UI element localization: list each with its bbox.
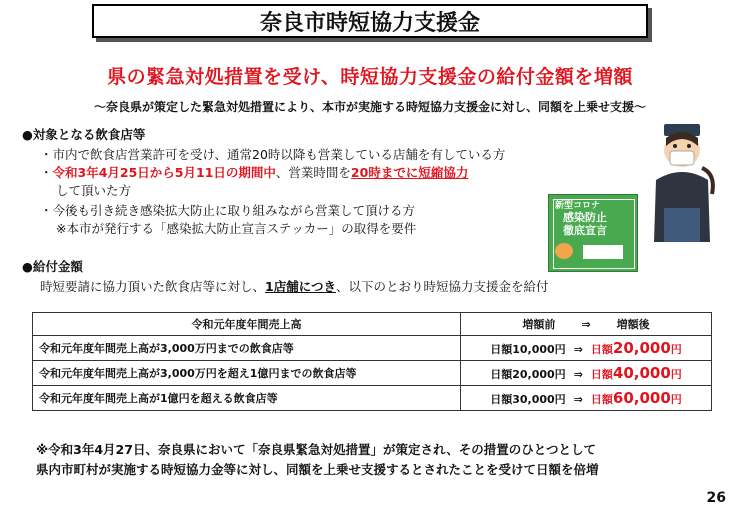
page-title-text: 奈良市時短協力支援金 [259,10,480,36]
eye-icon [673,144,677,148]
restaurant-worker-illustration [646,124,718,244]
payment-desc-prefix: 時短要請に協力頂いた飲食店等に対し、 [40,279,266,294]
apron-icon [664,208,700,242]
row-label: 令和元年度年間売上高が1億円を超える飲食店等 [33,386,461,411]
header-after: 増額後 [616,318,650,331]
footnote-line-1: ※令和3年4月27日、奈良県において「奈良県緊急対処措置」が策定され、その措置のひとつとして [36,442,596,457]
header-amounts [461,313,712,336]
face-mask-icon [670,151,694,165]
arrow-icon: ⇒ [573,368,583,381]
sticker-fine-print [583,245,623,259]
sticker-image [548,194,638,272]
row-after-unit: 円 [670,393,682,406]
row-amounts [461,361,712,386]
target-heading: ●対象となる飲食店等 [22,127,146,142]
row-after-amount: 20,000 [612,339,671,357]
table-header-row [33,313,712,336]
target-line-5: ※本市が発行する「感染拡大防止宣言ステッカー」の取得を要件 [56,221,417,236]
row-label: 令和元年度年間売上高が3,000万円を超え1億円までの飲食店等 [33,361,461,386]
row-after-amount: 60,000 [612,389,671,407]
sticker-title: 新型コロナ [555,201,601,211]
target-line-2 [40,164,468,182]
subheadline: ～奈良県が策定した緊急対処措置により、本市が実施する時短協力支援金に対し、同額を上乗せ支援～ [93,100,646,114]
mascot-icon [555,243,573,259]
row-label: 令和元年度年間売上高が3,000万円までの飲食店等 [33,336,461,361]
payment-per-store: 1店舗につき [265,279,336,294]
target-line-1: ・市内で飲食店営業許可を受け、通常20時以降も営業している店舗を有している方 [40,147,506,162]
row-after-prefix: 日額 [590,368,613,381]
footnote [36,440,599,480]
payment-table [32,312,712,411]
target-line-2-prefix: ・ [40,165,53,180]
header-sales: 令和元年度年間売上高 [33,313,461,336]
row-after-unit: 円 [670,343,682,356]
payment-desc-suffix: 、以下のとおり時短協力支援金を給付 [335,279,549,294]
target-line-2-mid: 、営業時間を [275,165,351,180]
footnote-line-2: 県内市町村が実施する時短協力金等に対し、同額を上乗せ支援するとされたことを受けて日額を倍増 [36,462,599,477]
table-row [33,336,712,361]
target-line-4: ・今後も引き続き感染拡大防止に取り組みながら営業して頂ける方 [40,203,416,218]
payment-heading: ●給付金額 [22,259,83,274]
sticker-line-2: 徹底宣言 [563,224,607,237]
row-before: 日額10,000円 [490,343,566,356]
row-amounts [461,386,712,411]
target-period: 令和3年4月25日から5月11日の期間中 [52,165,276,180]
target-line-3: して頂いた方 [56,183,132,198]
table-row [33,386,712,411]
payment-description [40,278,548,296]
arrow-icon: ⇒ [573,393,583,406]
target-shorten-hours: 20時までに短縮協力 [350,165,469,180]
arrow-icon: ⇒ [573,343,583,356]
page-number: 26 [706,490,726,506]
header-arrow-icon: ⇒ [581,318,591,331]
row-before: 日額20,000円 [490,368,566,381]
row-after-prefix: 日額 [590,393,613,406]
row-after-prefix: 日額 [590,343,613,356]
headline: 県の緊急対処措置を受け、時短協力支援金の給付金額を増額 [107,66,633,88]
row-amounts [461,336,712,361]
row-after-unit: 円 [670,368,682,381]
row-before: 日額30,000円 [490,393,566,406]
table-row [33,361,712,386]
header-before: 増額前 [522,318,556,331]
eye-icon [687,144,691,148]
row-after-amount: 40,000 [612,364,671,382]
sticker-text [563,211,607,237]
page-title [92,4,648,38]
sticker-line-1: 感染防止 [563,211,607,224]
